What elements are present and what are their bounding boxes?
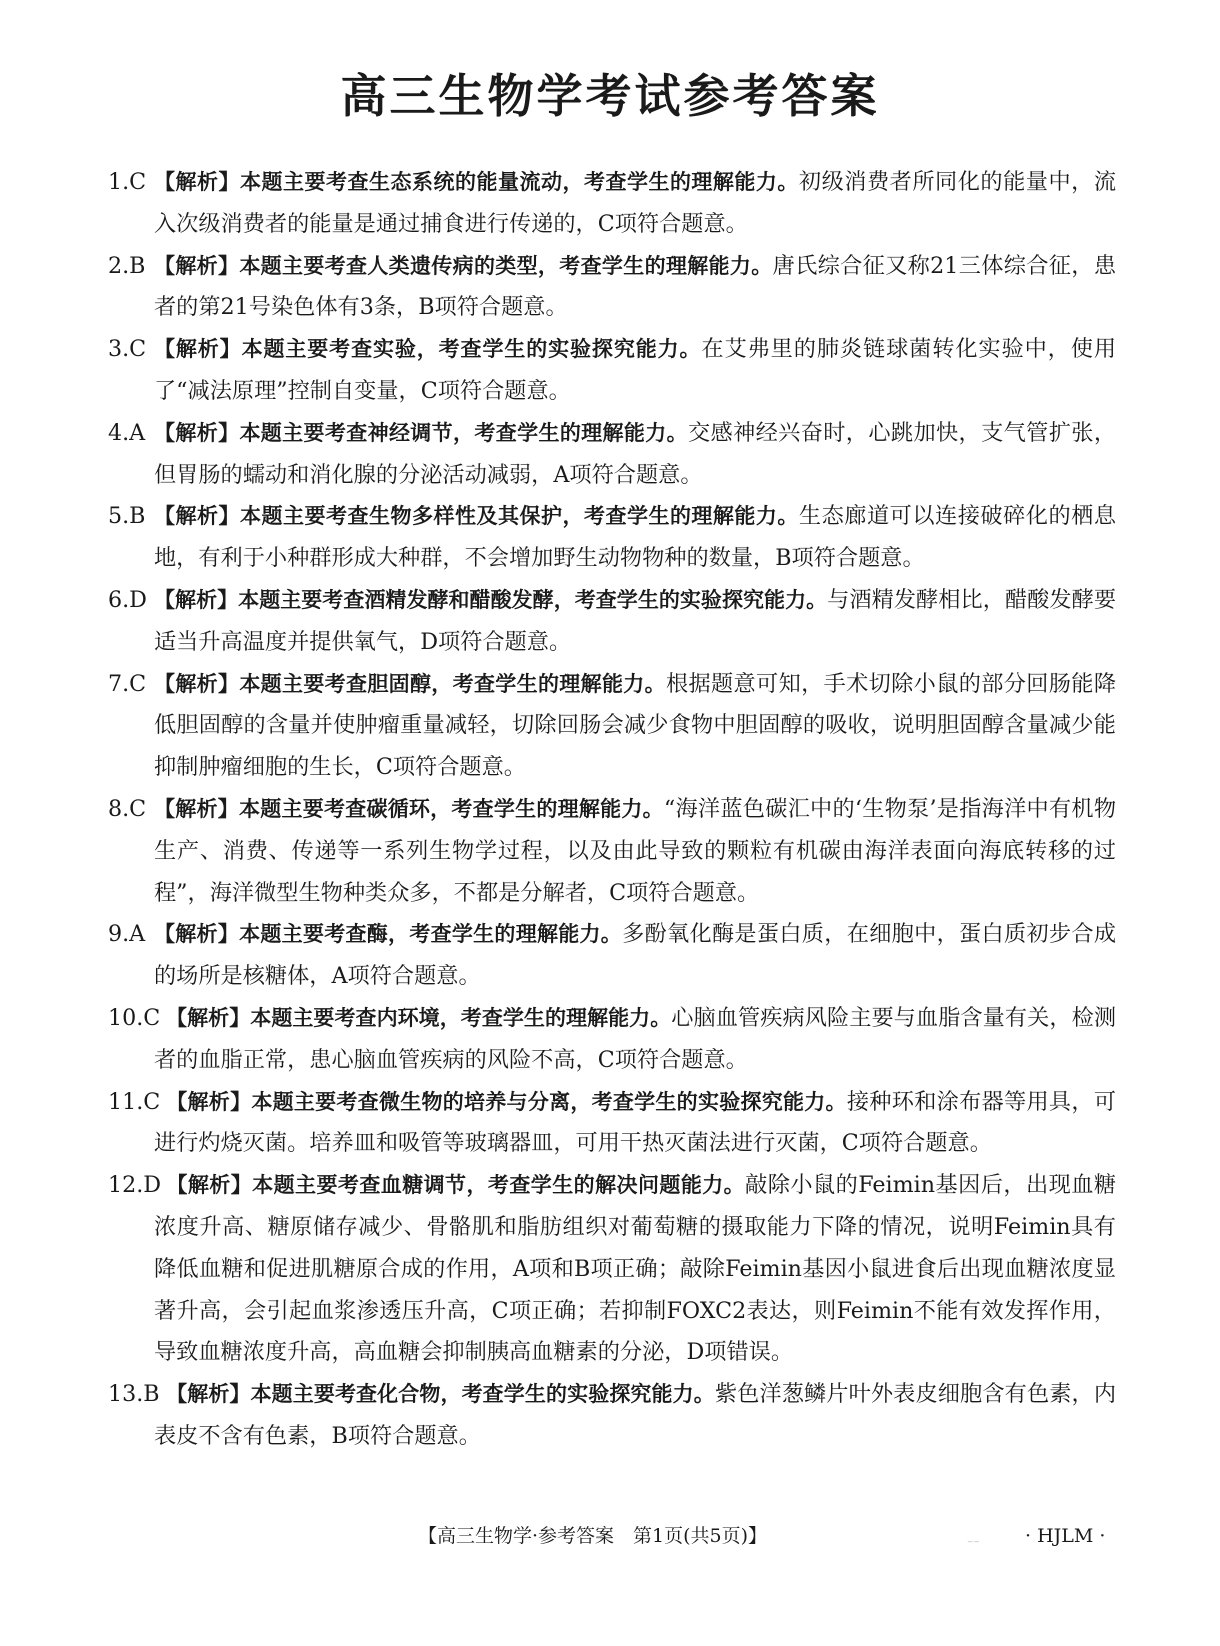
item-number: 8.C [108,795,147,822]
footer-tick-mark: ⁻⁻ [967,1537,980,1551]
item-topic: 本题主要考查实验，考查学生的实验探究能力。 [241,337,702,362]
item-topic: 本题主要考查微生物的培养与分离，考查学生的实验探究能力。 [251,1089,847,1114]
item-number: 4.A [108,419,146,446]
item-answer: C [129,670,147,697]
analysis-tag: 【解析】 [166,1173,253,1198]
item-body: 初级消费者所同化的能量中，流入次级消费者的能量是通过捕食进行传递的，C项符合题意。 [154,169,1117,237]
item-number: 5.B [108,503,146,530]
item-body: 心脑血管疾病风险主要与血脂含量有关，检测者的血脂正常，患心脑血管疾病的风险不高，C项符合题意。 [154,1004,1117,1073]
answer-item [108,162,1116,246]
item-topic: 本题主要考查生物多样性及其保护，考查学生的理解能力。 [240,504,799,529]
item-body: 唐氏综合征又称21三体综合征，患者的第21号染色体有3条，B项符合题意。 [154,252,1117,321]
answer-item [108,1374,1116,1458]
item-topic: 本题主要考查神经调节，考查学生的理解能力。 [239,420,688,445]
item-number: 10.C [108,1004,161,1031]
answer-item [108,246,1116,330]
item-answer: C [129,795,147,822]
answer-list [108,162,1116,1458]
item-topic: 本题主要考查内环境，考查学生的理解能力。 [250,1005,672,1030]
item-number: 11.C [108,1088,161,1115]
item-body: 与酒精发酵相比，醋酸发酵要适当升高温度并提供氧气，D项符合题意。 [154,586,1117,655]
item-number: 9.A [108,921,146,948]
page-title: 高三生物学考试参考答案 [340,69,880,123]
item-body: 紫色洋葱鳞片叶外表皮细胞含有色素，内表皮不含有色素，B项符合题意。 [154,1381,1117,1449]
item-answer: B [129,503,146,530]
item-number: 7.C [108,670,147,697]
answer-item [108,496,1116,580]
item-body: 多酚氧化酶是蛋白质，在细胞中，蛋白质初步合成的场所是核糖体，A项符合题意。 [154,921,1117,990]
analysis-tag: 【解析】 [166,1382,251,1407]
item-number: 1.C [108,169,147,195]
item-topic: 本题主要考查胆固醇，考查学生的理解能力。 [239,671,666,696]
item-answer: A [129,921,146,948]
analysis-tag: 【解析】 [154,504,240,529]
item-topic: 本题主要考查酶，考查学生的理解能力。 [239,922,623,947]
item-topic: 本题主要考查血糖调节，考查学生的解决问题能力。 [252,1173,746,1198]
analysis-tag: 【解析】 [154,922,240,947]
answer-item [108,329,1116,413]
answer-item [108,413,1116,497]
answer-item [108,998,1116,1082]
item-body: “海洋蓝色碳汇中的‘生物泵’是指海洋中有机物生产、消费、传递等一系列生物学过程，以及由此导致的颗粒有机碳由海洋表面向海底转移的过程”，海洋微型生物种类众多，不都是分解者，C项符合题意。 [154,795,1117,906]
analysis-tag: 【解析】 [154,671,240,696]
footer-page-info: 【高三生物学·参考答案 第1页(共5页)】 [418,1525,768,1547]
item-body: 根据题意可知，手术切除小鼠的部分回肠能降低胆固醇的含量并使肿瘤重量减轻，切除回肠会减少食物中胆固醇的吸收，说明胆固醇含量减少能抑制肿瘤细胞的生长，C项符合题意。 [154,670,1117,781]
item-number: 13.B [108,1381,160,1408]
answer-item [108,1082,1116,1166]
item-answer: C [129,336,147,363]
item-answer: C [129,169,147,195]
item-number: 3.C [108,336,147,363]
item-answer: B [129,252,146,279]
item-topic: 本题主要考查酒精发酵和醋酸发酵，考查学生的实验探究能力。 [238,587,828,612]
answer-item [108,580,1116,664]
answer-item [108,664,1116,789]
item-body: 在艾弗里的肺炎链球菌转化实验中，使用了“减法原理”控制自变量，C项符合题意。 [154,336,1117,404]
item-topic: 本题主要考查生态系统的能量流动，考查学生的理解能力。 [240,170,799,194]
item-body: 交感神经兴奋时，心跳加快，支气管扩张，但胃肠的蠕动和消化腺的分泌活动减弱，A项符合题意。 [154,419,1117,488]
item-answer: C [143,1004,161,1031]
item-number: 2.B [108,252,146,279]
analysis-tag: 【解析】 [154,170,240,194]
item-number: 6.D [108,586,147,613]
item-number: 12.D [108,1172,162,1199]
answer-item [108,789,1116,914]
analysis-tag: 【解析】 [154,420,240,445]
analysis-tag: 【解析】 [154,253,240,278]
answer-item [108,914,1116,998]
item-topic: 本题主要考查化合物，考查学生的实验探究能力。 [250,1382,715,1407]
item-topic: 本题主要考查碳循环，考查学生的理解能力。 [238,796,664,821]
analysis-tag: 【解析】 [154,796,239,821]
item-answer: D [143,1172,162,1199]
item-topic: 本题主要考查人类遗传病的类型，考查学生的理解能力。 [239,253,773,278]
analysis-tag: 【解析】 [166,1005,251,1030]
analysis-tag: 【解析】 [166,1089,252,1114]
item-body: 接种环和涂布器等用具，可进行灼烧灭菌。培养皿和吸管等玻璃器皿，可用干热灭菌法进行灭菌，C项符合题意。 [154,1088,1117,1157]
item-body: 生态廊道可以连接破碎化的栖息地，有利于小种群形成大种群，不会增加野生动物物种的数量，B项符合题意。 [154,503,1117,572]
analysis-tag: 【解析】 [154,587,239,612]
item-answer: A [129,419,146,446]
item-body: 敲除小鼠的Feimin基因后，出现血糖浓度升高、糖原储存减少、骨骼肌和脂肪组织对葡萄糖的摄取能力下降的情况，说明Feimin具有降低血糖和促进肌糖原合成的作用，A项和B项正确；敲除Feimin基因小鼠进食后出现血糖浓度显著升高，会引起血浆渗透压升高，C项正确；若抑制FOXC2表达，则Feimin不能有效发挥作用，导致血糖浓度升高，高血糖会抑制胰高血糖素的分泌，D项错误。 [154,1172,1117,1366]
analysis-tag: 【解析】 [154,337,242,362]
answer-item [108,1165,1116,1374]
item-answer: B [143,1381,160,1408]
footer-code: · HJLM · [1025,1525,1106,1547]
item-answer: C [143,1088,161,1115]
item-answer: D [129,586,147,613]
